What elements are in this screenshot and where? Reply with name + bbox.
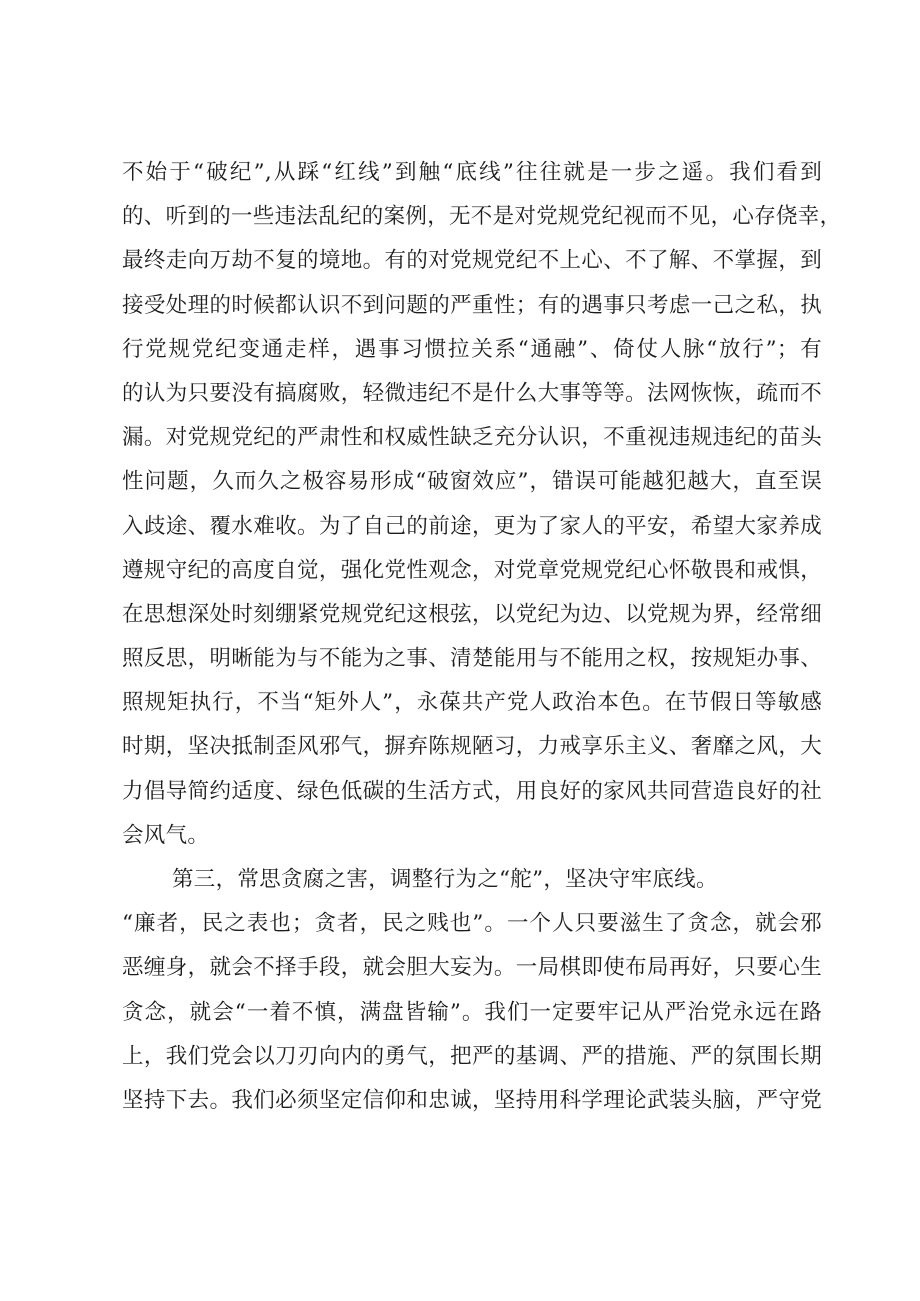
text-line: “廉者，民之表也；贪者，民之贱也”。一个人只要滋生了贪念，就会邪: [122, 911, 822, 937]
text-line: 力倡导简约适度、绿色低碳的生活方式，用良好的家风共同营造良好的社: [122, 778, 822, 804]
text-line: 遵规守纪的高度自觉，强化党性观念，对党章党规党纪心怀敬畏和戒惧，: [122, 557, 822, 583]
text-line: 坚持下去。我们必须坚定信仰和忠诚，坚持用科学理论武装头脑，严守党: [122, 1087, 822, 1113]
text-line: 最终走向万劫不复的境地。有的对党规党纪不上心、不了解、不掌握，到: [122, 248, 822, 274]
section-heading: 第三，常思贪腐之害，调整行为之“舵”，坚决守牢底线。: [172, 867, 718, 892]
paragraph-end-line: 会风气。: [122, 822, 210, 848]
body-text: [122, 151, 842, 1123]
text-line: 性问题，久而久之极容易形成“破窗效应”，错误可能越犯越大，直至误: [122, 469, 822, 495]
text-line: 的、听到的一些违法乱纪的案例，无不是对党规党纪视而不见，心存侥幸，: [122, 204, 842, 230]
text-line: 照规矩执行，不当“矩外人”，永葆共产党人政治本色。在节假日等敏感: [122, 690, 822, 716]
text-line: 行党规党纪变通走样，遇事习惯拉关系“通融”、倚仗人脉“放行”；有: [122, 336, 822, 362]
text-line: 照反思，明晰能为与不能为之事、清楚能用与不能用之权，按规矩办事、: [122, 646, 822, 672]
text-line: 上，我们党会以刀刃向内的勇气，把严的基调、严的措施、严的氛围长期: [122, 1043, 822, 1069]
text-line: 恶缠身，就会不择手段，就会胆大妄为。一局棋即使布局再好，只要心生: [122, 955, 822, 981]
text-line: 不始于“破纪”,从踩“红线”到触“底线”往往就是一步之遥。我们看到: [122, 160, 822, 185]
text-line: 在思想深处时刻绷紧党规党纪这根弦，以党纪为边、以党规为界，经常细: [122, 601, 822, 627]
text-line: 贪念，就会“一着不慎，满盘皆输”。我们一定要牢记从严治党永远在路: [122, 999, 822, 1025]
text-line: 入歧途、覆水难收。为了自己的前途，更为了家人的平安，希望大家养成: [122, 513, 822, 539]
text-line: 时期，坚决抵制歪风邪气，摒弃陈规陋习，力戒享乐主义、奢靡之风，大: [122, 734, 822, 760]
text-line: 漏。对党规党纪的严肃性和权威性缺乏充分认识，不重视违规违纪的苗头: [122, 425, 822, 451]
text-line: 的认为只要没有搞腐败，轻微违纪不是什么大事等等。法网恢恢，疏而不: [122, 380, 822, 406]
text-line: 接受处理的时候都认识不到问题的严重性；有的遇事只考虑一己之私，执: [122, 292, 822, 318]
